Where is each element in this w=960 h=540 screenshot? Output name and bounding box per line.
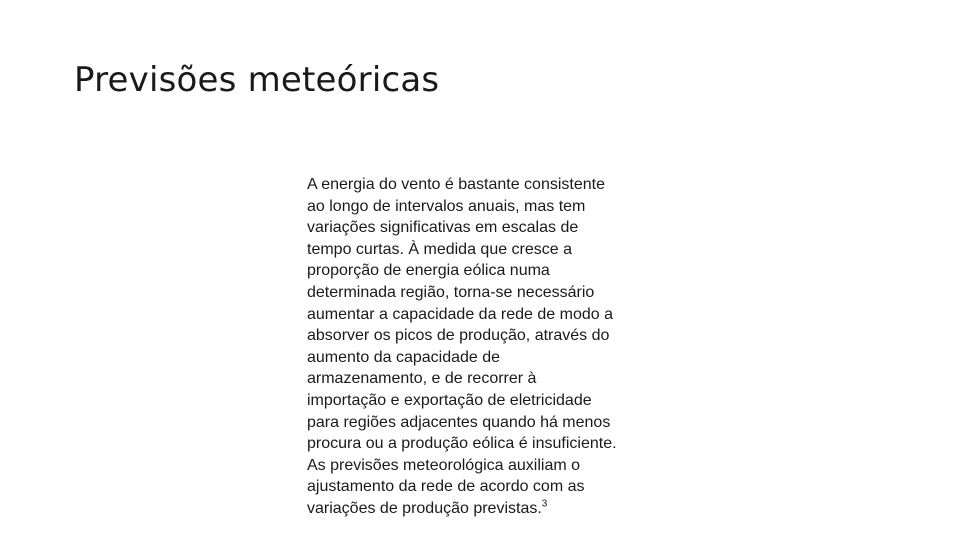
body-line: para regiões adjacentes quando há menos (307, 413, 611, 431)
body-line: ajustamento da rede de acordo com as (307, 478, 585, 496)
citation-superscript: 3 (541, 498, 548, 510)
body-line-text: variações de produção previstas. (307, 499, 542, 517)
body-line: determinada região, torna-se necessário (307, 283, 595, 301)
body-line: aumento da capacidade de (307, 348, 501, 366)
slide-title: Previsões meteóricas (74, 60, 440, 100)
body-line: absorver os picos de produção, através do (307, 327, 610, 345)
body-line: As previsões meteorológica auxiliam o (307, 456, 581, 474)
body-line: aumentar a capacidade da rede de modo a (307, 305, 613, 323)
body-line-last (307, 498, 667, 520)
body-line: ao longo de intervalos anuais, mas tem (307, 197, 586, 215)
slide-body-text (307, 174, 667, 520)
body-line: tempo curtas. À medida que cresce a (307, 240, 573, 258)
body-line: importação e exportação de eletricidade (307, 391, 592, 409)
body-line: A energia do vento é bastante consistente (307, 176, 605, 193)
body-line: variações significativas em escalas de (307, 219, 579, 237)
body-line: proporção de energia eólica numa (307, 262, 550, 280)
body-line: armazenamento, e de recorrer à (307, 370, 537, 388)
body-line: procura ou a produção eólica é insuficiente. (307, 435, 617, 453)
